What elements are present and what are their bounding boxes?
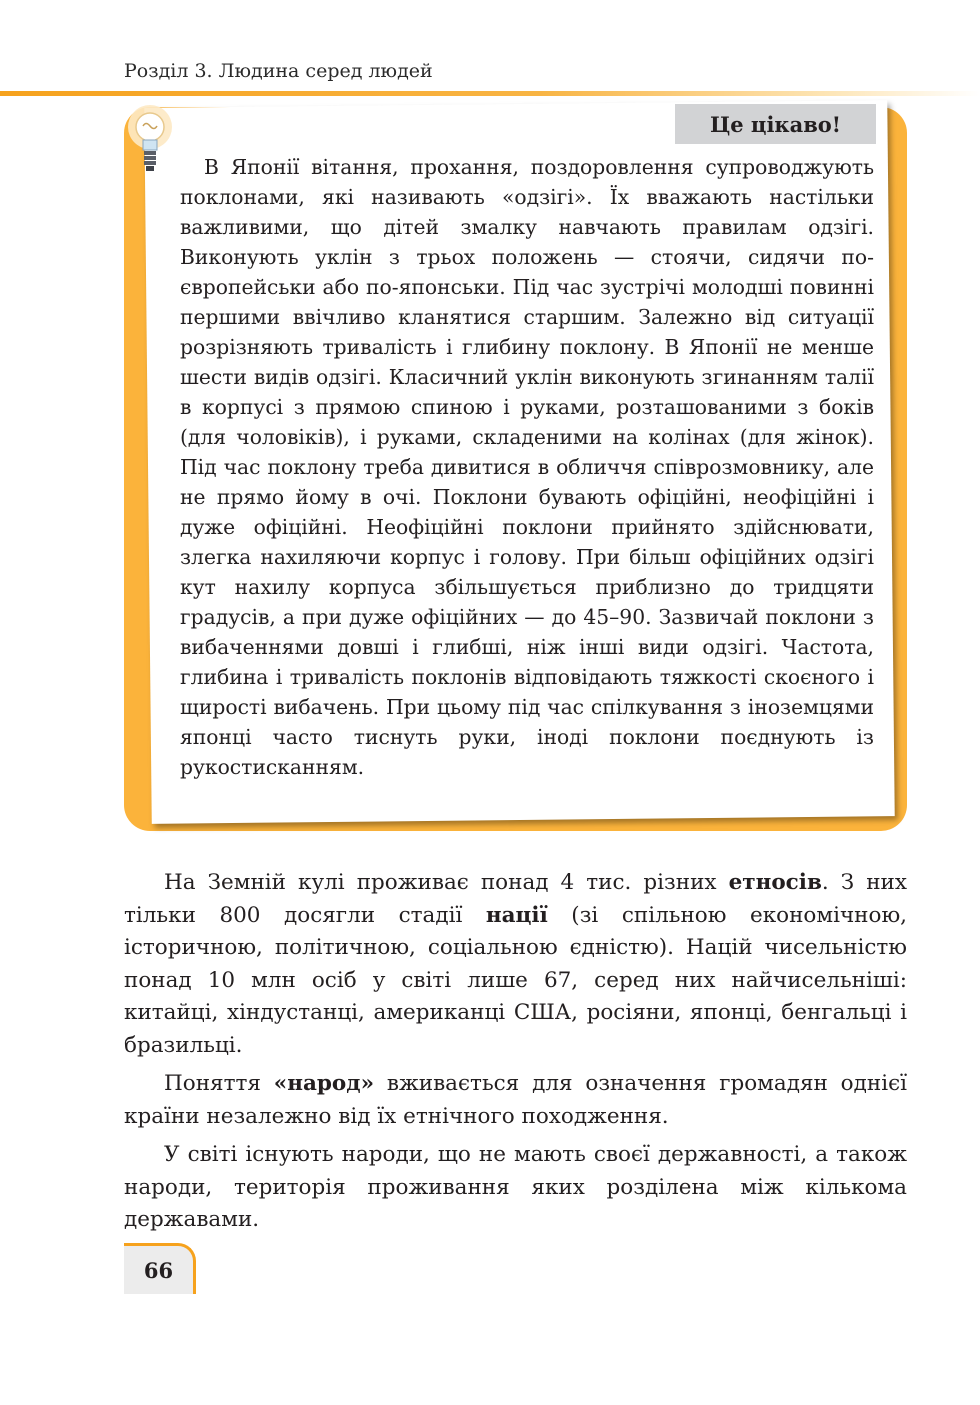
callout-tag: Це цікаво! <box>675 104 876 144</box>
text-run: (зі спільною економічною, історичною, політичною, соціальною єдністю). Націй чисельністю понад 10 млн осіб у світі лише 67, серед них найчисельніші: китайці, хіндустанці, американці США, росіяни, японці, бенгальці і бразильці. <box>124 902 907 1058</box>
term-nation: нації <box>485 902 548 928</box>
paragraph-statehood: У світі існують народи, що не мають своєї державності, а також народи, територія проживання яких розділена між кількома державами. <box>124 1142 907 1232</box>
main-text <box>124 867 907 1243</box>
section-header: Розділ 3. Людина серед людей <box>124 60 433 82</box>
text-run: На Земній кулі проживає понад 4 тис. різних <box>164 870 729 895</box>
term-ethnos: етносів <box>728 870 822 895</box>
term-people: «народ» <box>273 1071 375 1096</box>
header-rule <box>0 91 980 96</box>
callout-text <box>180 152 874 782</box>
text-run: вживається для означення громадян однієї країни незалежно від їх етнічного походження. <box>124 1071 907 1129</box>
text-run: Поняття <box>164 1071 274 1096</box>
paragraph-people <box>124 1068 907 1133</box>
callout-paragraph: В Японії вітання, прохання, поздоровлення супроводжують поклонами, які називають «одзігі». Їх вважають настільки важливими, що дітей змалку навчають правилам одзігі. Виконують уклін з трьох положень — стоячи, сидячи по-європейськи або по-японськи. Під час зустрічі молодші повинні першими ввічливо кланятися старшим. Залежно від ситуації розрізняють тривалість і глибину поклону. В Японії не менше шести видів одзігі. Класичний уклін виконують згинанням талії в корпусі з прямою спиною і руками, розташованими з боків (для чоловіків), і руками, складеними на колінах (для жінок). Під час поклону треба дивитися в обличчя співрозмовнику, але не прямо йому в очі. Поклони бувають офіційні, неофіційні і дуже офіційні. Неофіційні поклони прийнято здійснювати, злегка нахиляючи корпус і голову. При більш офіційних одзігі кут нахилу корпуса збільшується приблизно до тридцяти градусів, а при дуже офіційних — до 45–90. Зазвичай поклони з вибаченнями довші і глибші, ніж інші види одзігі. Частота, глибина і тривалість поклонів відповідають тяжкості скоєного і щирості вибачень. При цьому під час спілкування з іноземцями японці часто тиснуть руки, іноді поклони поєднують із рукостисканням. <box>180 155 874 779</box>
paragraph-ethnos <box>124 867 907 1062</box>
lightbulb-icon <box>126 102 174 182</box>
page-number: 66 <box>124 1243 196 1294</box>
text-run: . З них тільки 800 досягли стадії <box>124 870 907 928</box>
